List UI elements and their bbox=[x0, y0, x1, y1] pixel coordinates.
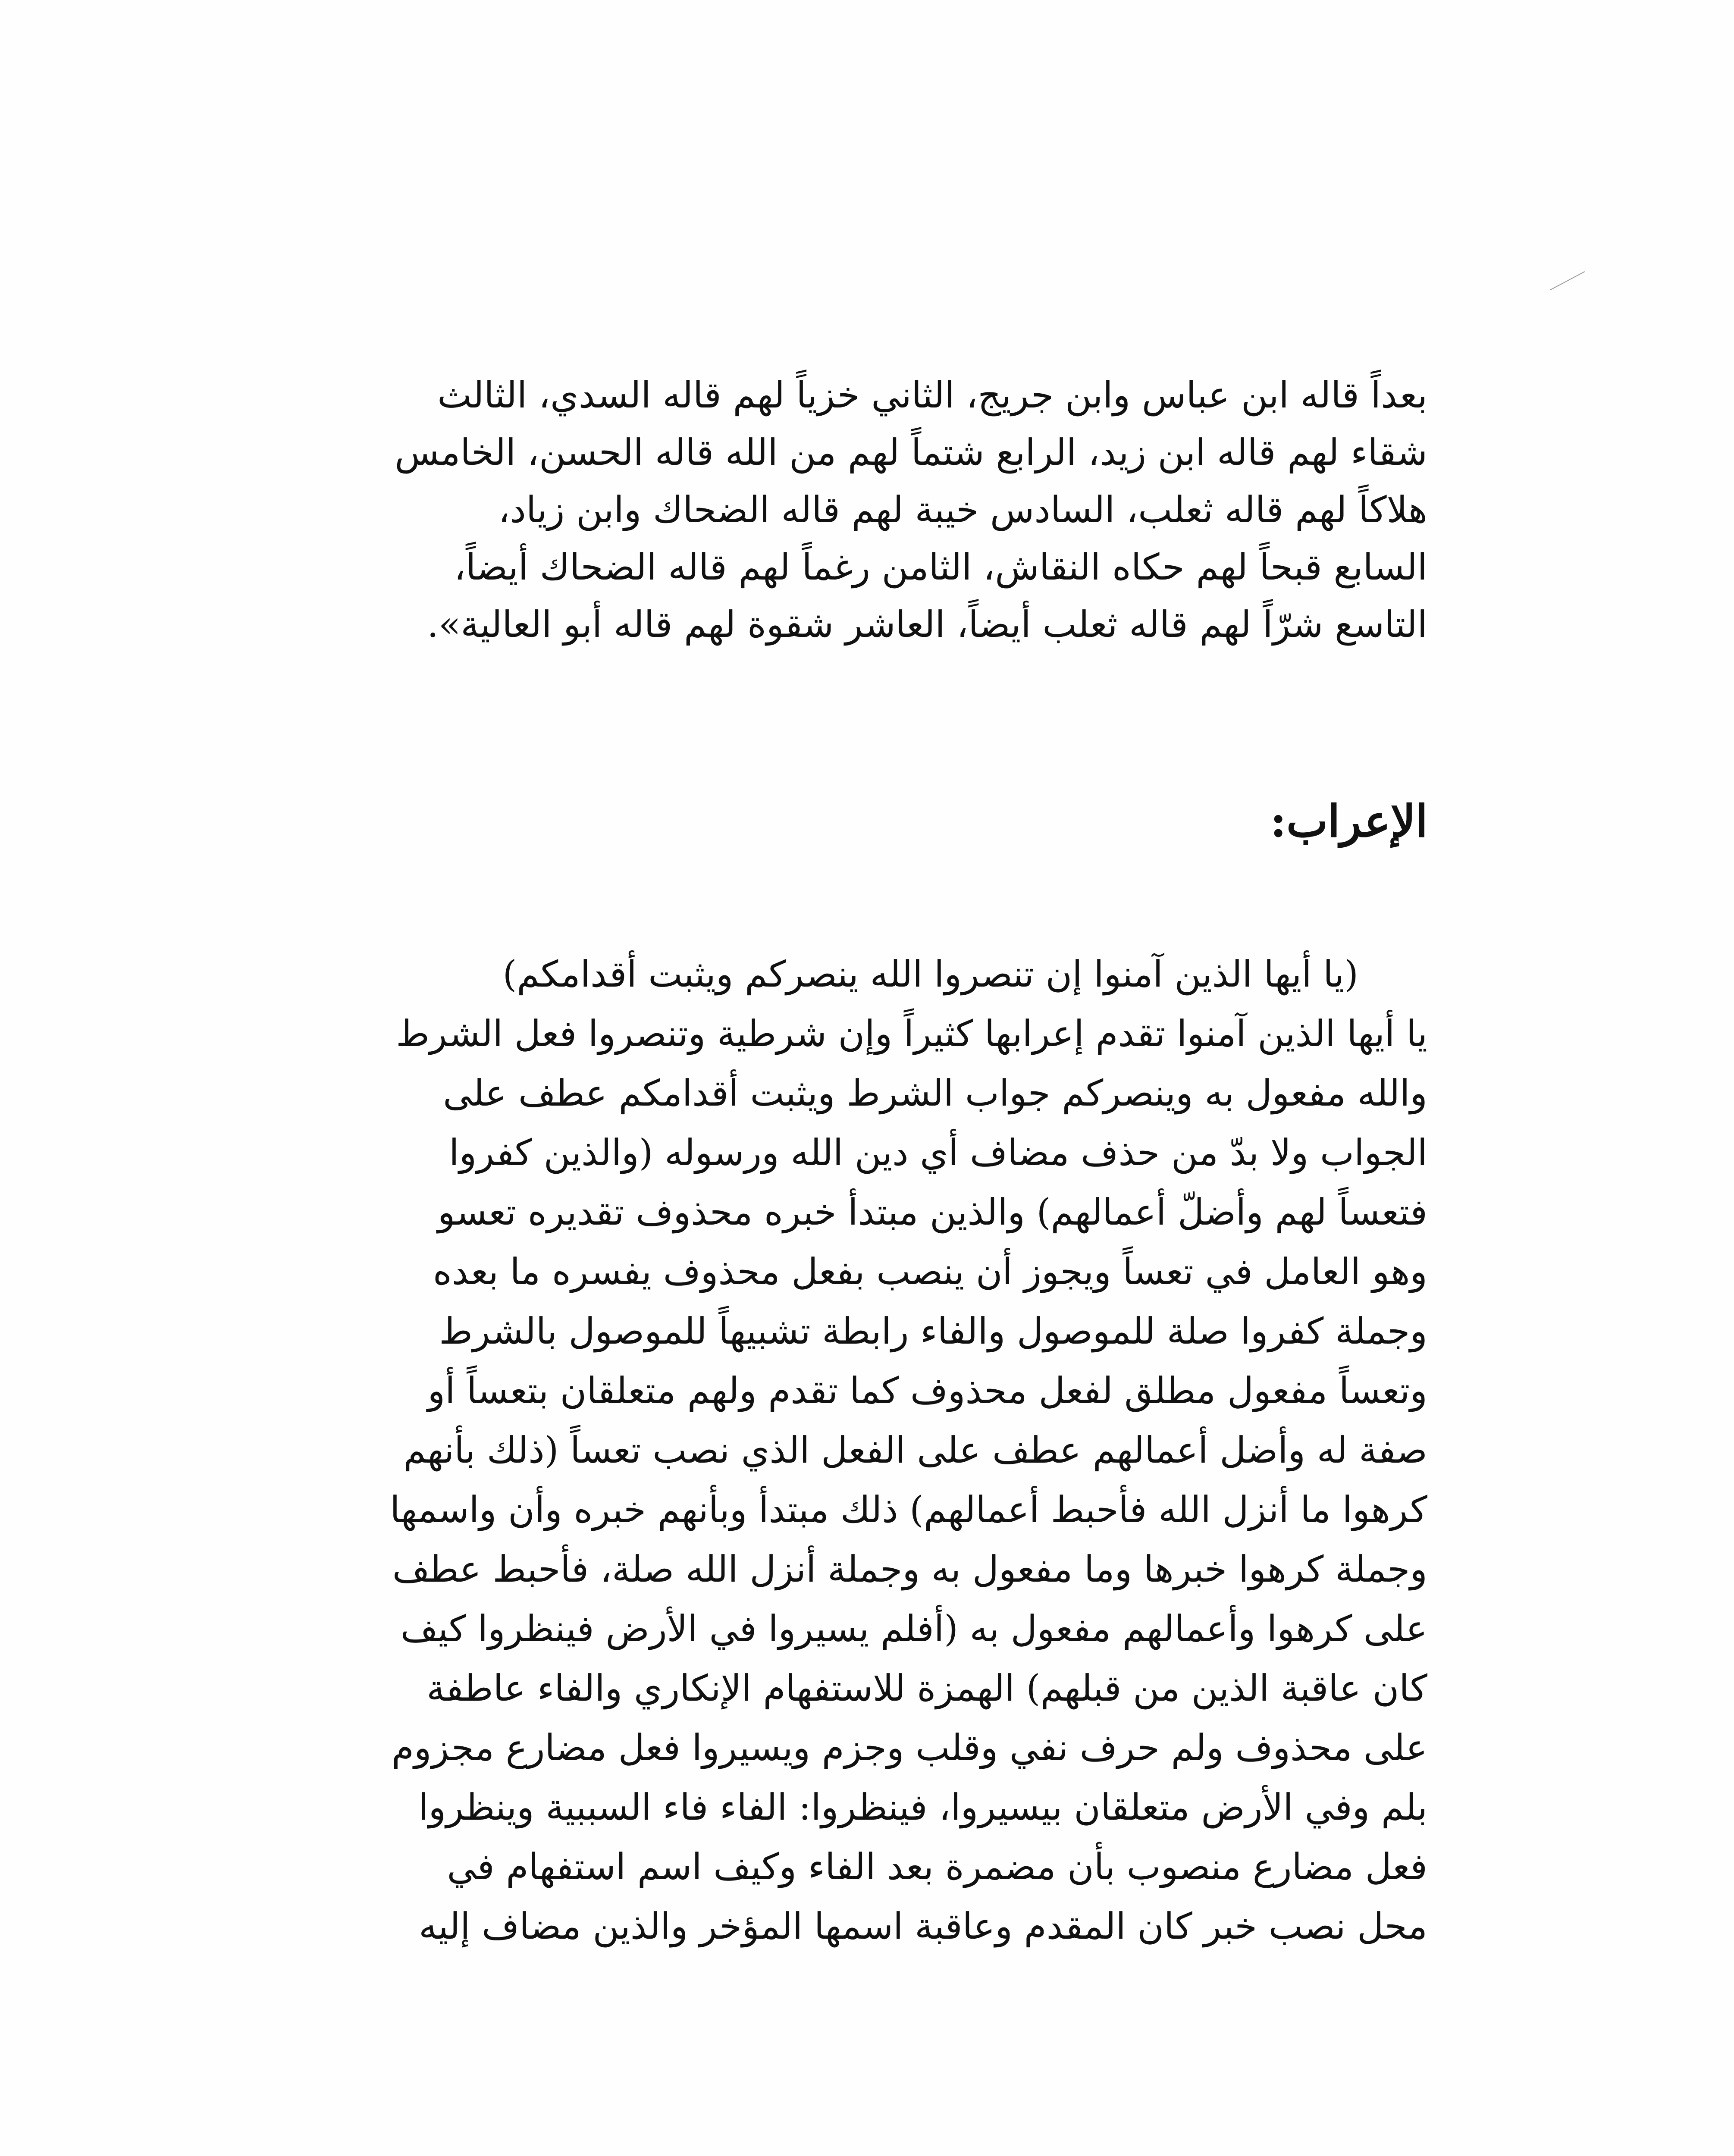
text-line: يا أيها الذين آمنوا تقدم إعرابها كثيراً وإن شرطية وتنصروا فعل الشرط bbox=[396, 1012, 1427, 1055]
text-line: السابع قبحاً لهم حكاه النقاش، الثامن رغماً لهم قاله الضحاك أيضاً، bbox=[454, 546, 1427, 588]
text-line: والله مفعول به وينصركم جواب الشرط ويثبت أقدامكم عطف على bbox=[443, 1072, 1427, 1114]
verse-line: (يا أيها الذين آمنوا إن تنصروا الله ينصركم ويثبت أقدامكم) bbox=[502, 953, 1358, 995]
text-line: بلم وفي الأرض متعلقان بيسيروا، فينظروا: الفاء فاء السببية وينظروا bbox=[418, 1786, 1427, 1828]
text-line: هلاكاً لهم قاله ثعلب، السادس خيبة لهم قاله الضحاك وابن زياد، bbox=[498, 489, 1427, 531]
text-line: وجملة كفروا صلة للموصول والفاء رابطة تشبيهاً للموصول بالشرط bbox=[439, 1310, 1427, 1352]
text-line: وهو العامل في تعساً ويجوز أن ينصب بفعل محذوف يفسره ما بعده bbox=[433, 1250, 1427, 1293]
text-line: كان عاقبة الذين من قبلهم) الهمزة للاستفهام الإنكاري والفاء عاطفة bbox=[426, 1667, 1427, 1709]
text-line: على محذوف ولم حرف نفي وقلب وجزم ويسيروا فعل مضارع مجزوم bbox=[391, 1727, 1427, 1769]
text-line: فتعساً لهم وأضلّ أعمالهم) والذين مبتدأ خبره محذوف تقديره تعسو bbox=[437, 1191, 1427, 1233]
text-line: صفة له وأضل أعمالهم عطف على الفعل الذي نصب تعساً (ذلك بأنهم bbox=[403, 1429, 1427, 1471]
body-paragraph bbox=[267, 944, 1427, 1956]
text-line: فعل مضارع منصوب بأن مضمرة بعد الفاء وكيف اسم استفهام في bbox=[447, 1846, 1427, 1888]
intro-paragraph bbox=[267, 367, 1427, 653]
text-line: الجواب ولا بدّ من حذف مضاف أي دين الله ورسوله (والذين كفروا bbox=[449, 1131, 1427, 1174]
scan-mark bbox=[1550, 271, 1585, 290]
text-line: شقاء لهم قاله ابن زيد، الرابع شتماً لهم من الله قاله الحسن، الخامس bbox=[395, 431, 1427, 473]
text-line: وجملة كرهوا خبرها وما مفعول به وجملة أنزل الله صلة، فأحبط عطف bbox=[392, 1548, 1427, 1590]
text-line: على كرهوا وأعمالهم مفعول به (أفلم يسيروا في الأرض فينظروا كيف bbox=[400, 1608, 1427, 1650]
text-line: بعداً قاله ابن عباس وابن جريج، الثاني خزياً لهم قاله السدي، الثالث bbox=[437, 374, 1427, 416]
section-heading: الإعراب: bbox=[1270, 796, 1428, 847]
text-line: محل نصب خبر كان المقدم وعاقبة اسمها المؤخر والذين مضاف إليه bbox=[419, 1905, 1427, 1947]
text-line: كرهوا ما أنزل الله فأحبط أعمالهم) ذلك مبتدأ وبأنهم خبره وأن واسمها bbox=[390, 1489, 1427, 1531]
text-line: التاسع شرّاً لهم قاله ثعلب أيضاً، العاشر شقوة لهم قاله أبو العالية». bbox=[427, 603, 1427, 646]
text-line: وتعساً مفعول مطلق لفعل محذوف كما تقدم ولهم متعلقان بتعساً أو bbox=[427, 1369, 1427, 1412]
